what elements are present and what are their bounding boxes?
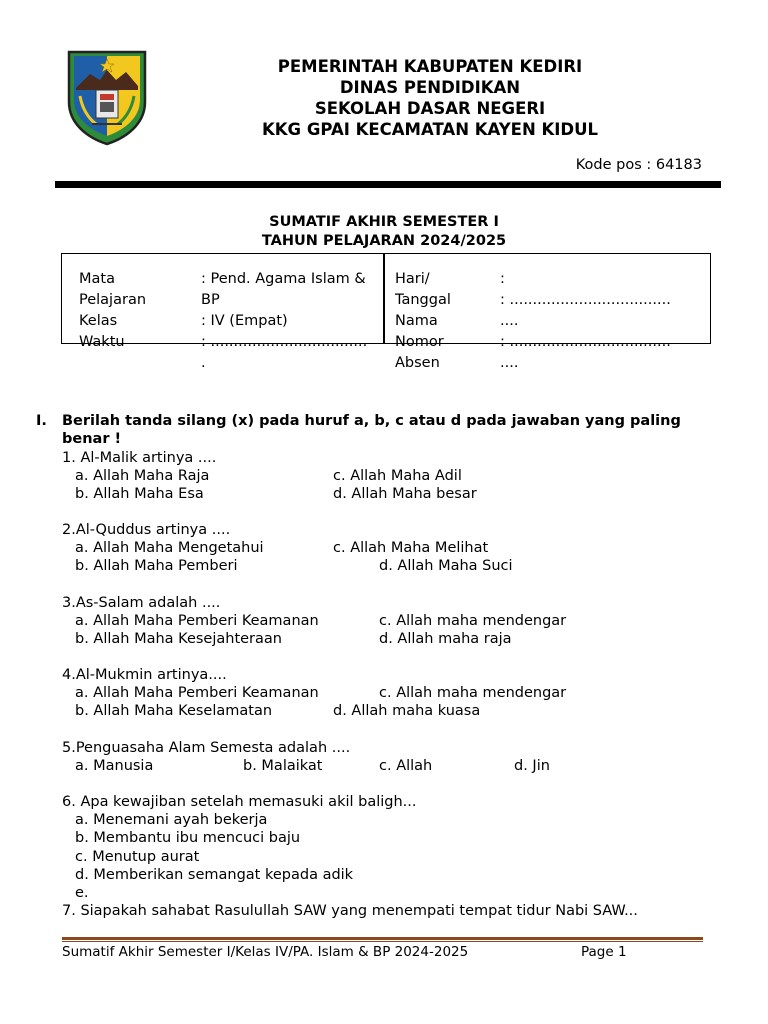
- q4-option-d: d. Allah maha kuasa: [333, 703, 481, 719]
- question-1: 1. Al-Malik artinya ....: [62, 450, 217, 466]
- subject-label: Mata: [79, 271, 115, 287]
- instruction-text: Berilah tanda silang (x) pada huruf a, b, c atau d pada jawaban yang paling benar !: [62, 413, 681, 447]
- class-value: : IV (Empat): [201, 313, 288, 329]
- roll-number-value: : ...................................: [500, 334, 671, 350]
- question-5: 5.Penguasaha Alam Semesta adalah ....: [62, 740, 351, 756]
- letterhead-line-4: KKG GPAI KECAMATAN KAYEN KIDUL: [261, 120, 599, 139]
- roll-number-label-2: Absen: [395, 355, 440, 371]
- q2-option-b: b. Allah Maha Pemberi: [75, 558, 238, 574]
- q4-option-c: c. Allah maha mendengar: [379, 685, 567, 701]
- footer-rule-thin: [62, 941, 703, 942]
- q1-option-d: d. Allah Maha besar: [333, 486, 477, 502]
- q3-option-b: b. Allah Maha Kesejahteraan: [75, 631, 282, 647]
- q1-option-b: b. Allah Maha Esa: [75, 486, 204, 502]
- name-value: ....: [500, 313, 519, 329]
- q6-option-c: c. Menutup aurat: [75, 849, 200, 865]
- q5-option-b: b. Malaikat: [243, 758, 323, 774]
- footer-text: Sumatif Akhir Semester I/Kelas IV/PA. Islam & BP 2024-2025: [62, 944, 469, 960]
- q3-option-d: d. Allah maha raja: [379, 631, 512, 647]
- date-value: : ...................................: [500, 292, 671, 308]
- info-table-divider: [383, 253, 385, 344]
- q1-option-c: c. Allah Maha Adil: [333, 468, 462, 484]
- q6-option-e: e.: [75, 885, 89, 901]
- q5-option-d: d. Jin: [514, 758, 550, 774]
- q2-option-d: d. Allah Maha Suci: [379, 558, 513, 574]
- question-6: 6. Apa kewajiban setelah memasuki akil baligh...: [62, 794, 417, 810]
- question-3: 3.As-Salam adalah ....: [62, 595, 221, 611]
- q3-option-c: c. Allah maha mendengar: [379, 613, 567, 629]
- time-label: Waktu: [79, 334, 125, 350]
- question-7: 7. Siapakah sahabat Rasulullah SAW yang menempati tempat tidur Nabi SAW...: [62, 903, 638, 919]
- footer-rule: [62, 937, 703, 940]
- subject-value: : Pend. Agama Islam &: [201, 271, 366, 287]
- roll-number-value-2: ....: [500, 355, 519, 371]
- subject-value-2: BP: [201, 292, 220, 308]
- q4-option-b: b. Allah Maha Keselamatan: [75, 703, 273, 719]
- letterhead-divider: [55, 181, 721, 188]
- q5-option-a: a. Manusia: [75, 758, 154, 774]
- q4-option-a: a. Allah Maha Pemberi Keamanan: [75, 685, 319, 701]
- roll-number-label: Nomor: [395, 334, 444, 350]
- q1-option-a: a. Allah Maha Raja: [75, 468, 210, 484]
- exam-year: TAHUN PELAJARAN 2024/2025: [261, 233, 507, 249]
- date-label: Hari/: [395, 271, 430, 287]
- q2-option-a: a. Allah Maha Mengetahui: [75, 540, 264, 556]
- section-number: I.: [36, 413, 47, 429]
- letterhead-line-1: PEMERINTAH KABUPATEN KEDIRI: [277, 57, 583, 76]
- kediri-regency-logo: [66, 50, 148, 146]
- q5-option-c: c. Allah: [379, 758, 433, 774]
- exam-title: SUMATIF AKHIR SEMESTER I: [269, 214, 499, 230]
- q6-option-a: a. Menemani ayah bekerja: [75, 812, 268, 828]
- q3-option-a: a. Allah Maha Pemberi Keamanan: [75, 613, 319, 629]
- class-label: Kelas: [79, 313, 118, 329]
- time-value-2: .: [201, 355, 206, 371]
- q6-option-b: b. Membantu ibu mencuci baju: [75, 830, 301, 846]
- letterhead-line-3: SEKOLAH DASAR NEGERI: [314, 99, 546, 118]
- date-label-2: Tanggal: [395, 292, 451, 308]
- question-2: 2.Al-Quddus artinya ....: [62, 522, 231, 538]
- postal-code: Kode pos : 64183: [575, 157, 702, 173]
- page-number: Page 1: [581, 944, 627, 960]
- q6-option-d: d. Memberikan semangat kepada adik: [75, 867, 354, 883]
- time-value: : ..................................: [201, 334, 368, 350]
- day-value: :: [500, 271, 505, 287]
- name-label: Nama: [395, 313, 438, 329]
- letterhead-line-2: DINAS PENDIDIKAN: [339, 78, 521, 97]
- subject-label-2: Pelajaran: [79, 292, 147, 308]
- q2-option-c: c. Allah Maha Melihat: [333, 540, 489, 556]
- question-4: 4.Al-Mukmin artinya....: [62, 667, 227, 683]
